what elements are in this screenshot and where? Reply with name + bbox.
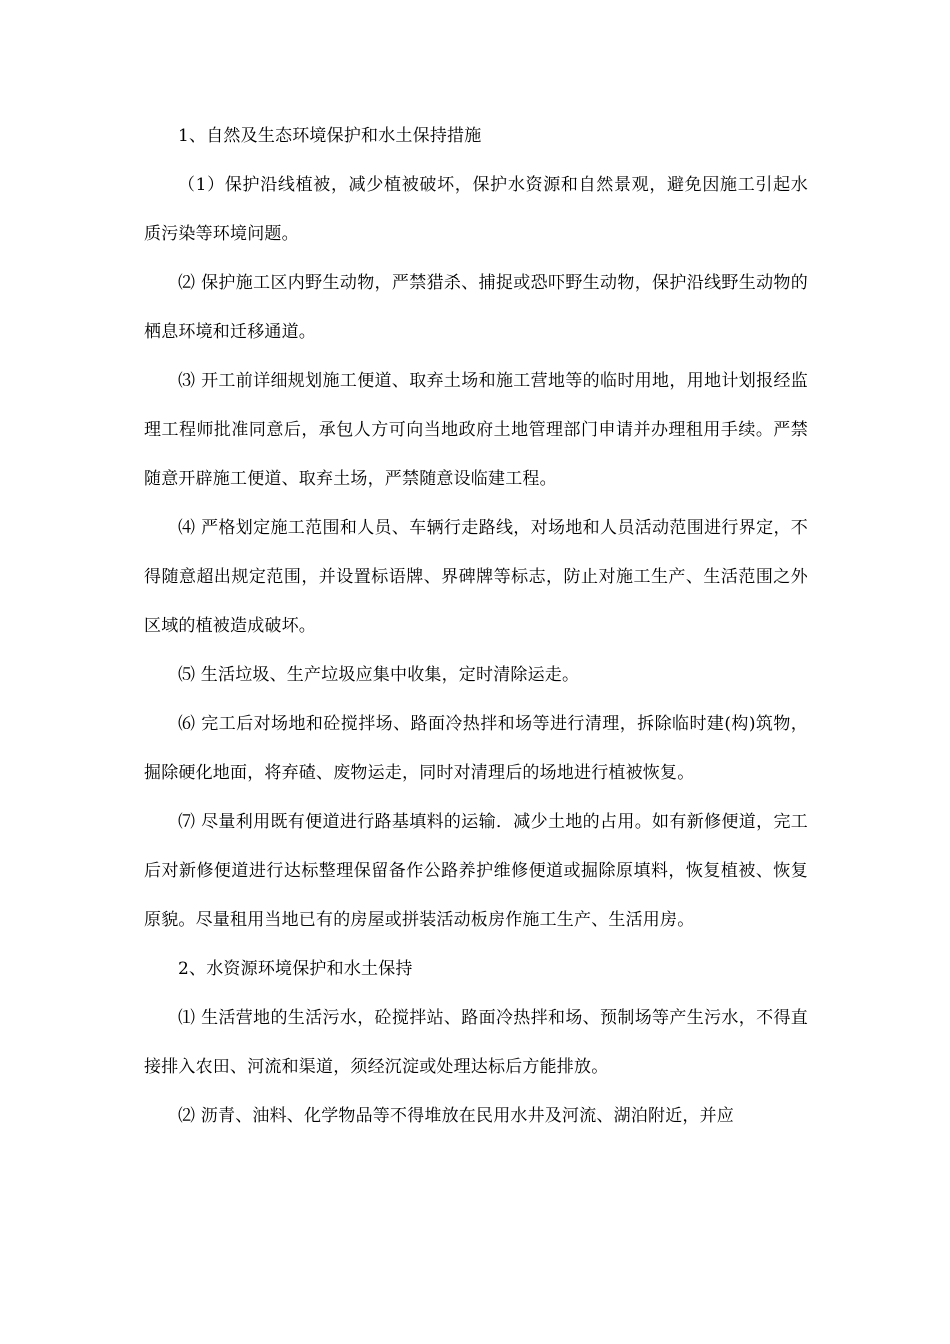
paragraph: ⑵ 保护施工区内野生动物，严禁猎杀、捕捉或恐吓野生动物，保护沿线野生动物的栖息环境和迁移通道。 (144, 273, 808, 342)
paragraph: ⑶ 开工前详细规划施工便道、取弃土场和施工营地等的临时用地，用地计划报经监理工程师批准同意后，承包人方可向当地政府土地管理部门申请并办理租用手续。严禁随意开辟施工便道、取弃土场，严禁随意设临建工程。 (144, 371, 808, 489)
section-heading: 2、水资源环境保护和水土保持 (178, 959, 413, 979)
paragraph: （1）保护沿线植被，减少植被破坏，保护水资源和自然景观，避免因施工引起水质污染等环境问题。 (144, 175, 808, 244)
paragraph: ⑴ 生活营地的生活污水，砼搅拌站、路面冷热拌和场、预制场等产生污水，不得直接排入农田、河流和渠道，须经沉淀或处理达标后方能排放。 (144, 1008, 808, 1077)
paragraph: ⑹ 完工后对场地和砼搅拌场、路面冷热拌和场等进行清理，拆除临时建(构)筑物，掘除硬化地面，将弃碴、废物运走，同时对清理后的场地进行植被恢复。 (144, 714, 808, 783)
paragraph: ⑺ 尽量利用既有便道进行路基填料的运输．减少土地的占用。如有新修便道，完工后对新修便道进行达标整理保留备作公路养护维修便道或掘除原填料，恢复植被、恢复原貌。尽量租用当地已有的房屋或拼装活动板房作施工生产、生活用房。 (144, 812, 808, 930)
paragraph: ⑸ 生活垃圾、生产垃圾应集中收集，定时清除运走。 (178, 665, 580, 685)
paragraph: ⑷ 严格划定施工范围和人员、车辆行走路线，对场地和人员活动范围进行界定，不得随意超出规定范围，并设置标语牌、界碑牌等标志，防止对施工生产、生活范围之外区域的植被造成破坏。 (144, 518, 808, 636)
document-body (144, 112, 808, 1141)
section-heading: 1、自然及生态环境保护和水土保持措施 (178, 126, 482, 146)
paragraph: ⑵ 沥青、油料、化学物品等不得堆放在民用水井及河流、湖泊附近，并应 (178, 1106, 735, 1126)
